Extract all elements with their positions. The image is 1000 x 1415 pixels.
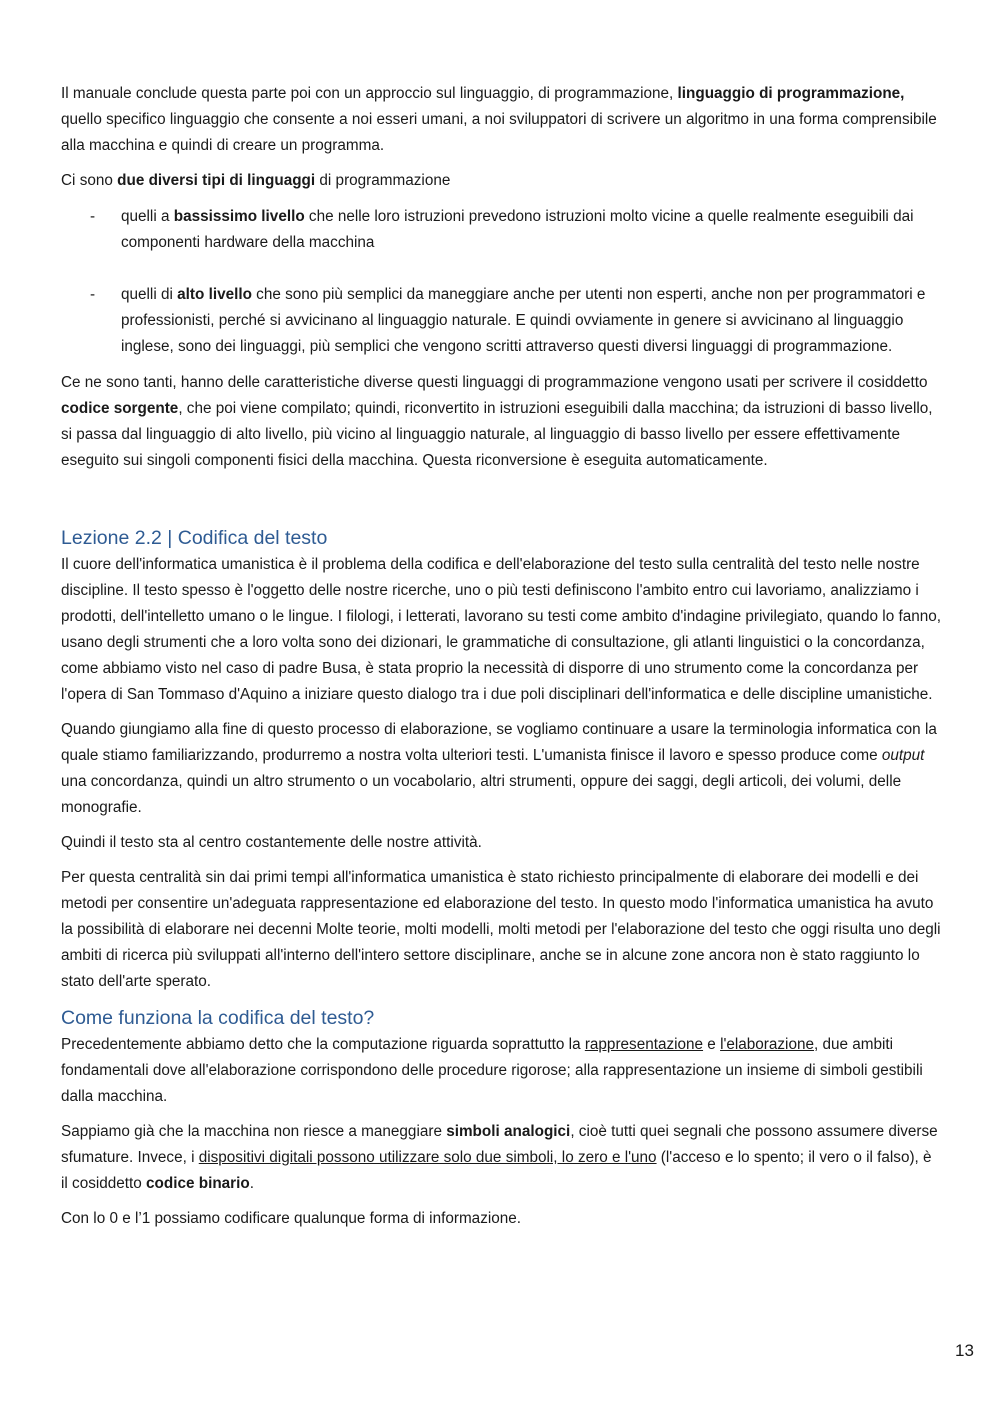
text-span: quelli a: [121, 208, 174, 225]
paragraph-text-center: Quindi il testo sta al centro costantemente delle nostre attività.: [61, 834, 482, 851]
paragraph-binary-code: [61, 1119, 941, 1197]
document-page: [61, 81, 941, 1241]
text-span: Quando giungiamo alla fine di questo processo di elaborazione, se vogliamo continuare a usare la terminologia informatica con la quale stiamo familiarizzando, produrremo a nostra volta ulteriori testi. L'umanista finisce il lavoro e spesso produce come: [61, 721, 937, 764]
paragraph-source-code: [61, 370, 941, 474]
text-span: Il manuale conclude questa parte poi con un approccio sul linguaggio, di programmazione,: [61, 85, 678, 102]
bold-text: codice binario: [146, 1175, 250, 1192]
text-span: che nelle loro istruzioni prevedono istruzioni molto vicine a quelle realmente eseguibili dai componenti hardware della macchina: [121, 208, 914, 251]
paragraph-output: [61, 717, 941, 821]
dash-bullet: -: [90, 208, 96, 225]
paragraph-centrality-text: Il cuore dell'informatica umanistica è il problema della codifica e dell'elaborazione del testo sulla centralità del testo nelle nostre discipline. Il testo spesso è l'oggetto delle nostre ricerche, uno o più testi definiscono l'ambito entro cui lavoriamo, analizziamo i prodotti, dell'intelletto umano o le lingue. I filologi, i letterati, lavorano su testi come ambito d'indagine privilegiato, quando lo fanno, usano degli strumenti che a loro volta sono dei dizionari, le grammatiche di consultazione, gli atlanti linguistici o la concordanza, come abbiamo visto nel caso di padre Busa, è stata proprio la necessità di disporre di uno strumento come la concordanza per l'opera di San Tommaso d'Aquino a iniziare questo dialogo tra i due poli disciplinari dell'informatica e delle discipline umanistiche.: [61, 556, 941, 703]
text-span: Ci sono: [61, 172, 118, 189]
paragraph-models-methods: Per questa centralità sin dai primi tempi all'informatica umanistica è stato richiesto principalmente di elaborare dei modelli e dei metodi per consentire un'adeguata rappresentazione ed elaborazione del testo. In questo modo l'informatica umanistica ha avuto la possibilità di elaborare nei decenni Molte teorie, molti modelli, molti metodi per l'elaborazione del testo che oggi risulta uno degli ambiti di ricerca più sviluppati all'interno dell'intero settore disciplinare, anche se in alcune zone ancora non è stato raggiunto lo stato dell'arte sperato.: [61, 869, 941, 990]
text-span: quelli di: [121, 286, 178, 303]
text-span: di programmazione: [315, 172, 451, 189]
text-span: e: [703, 1036, 721, 1053]
text-span: (l'acceso e lo spento; il vero o il falso), è il cosiddetto: [61, 1149, 932, 1192]
section-heading-codifica: Come funziona la codifica del testo?: [61, 1007, 375, 1029]
text-span: , cioè tutti quei segnali che possono assumere diverse sfumature. Invece, i: [61, 1123, 938, 1166]
paragraph-language-types: [61, 168, 941, 194]
language-types-list: [61, 204, 941, 360]
text-span: Sappiamo già che la macchina non riesce a maneggiare: [61, 1123, 447, 1140]
list-item-high-level: [61, 282, 941, 360]
bold-text: due diversi tipi di linguaggi: [117, 172, 316, 189]
page-number: 13: [955, 1341, 974, 1360]
text-span: che sono più semplici da maneggiare anche per utenti non esperti, anche non per programmatori e professionisti, perché si avvicinano al linguaggio naturale. E quindi ovviamente in genere si avvicinano al linguaggio inglese, sono dei linguaggi, più semplici che vengono scritti attraverso questi diversi linguaggi di programmazione.: [121, 286, 926, 355]
bold-text: simboli analogici: [446, 1123, 571, 1140]
bold-text: codice sorgente: [61, 400, 179, 417]
underlined-text: dispositivi digitali possono utilizzare solo due simboli, lo zero e l'uno: [198, 1149, 657, 1166]
bold-text: linguaggio di programmazione,: [677, 85, 905, 102]
italic-text: output: [881, 747, 925, 764]
text-span: .: [249, 1175, 254, 1192]
list-item-low-level: [61, 204, 941, 256]
text-span: Ce ne sono tanti, hanno delle caratteristiche diverse questi linguaggi di programmazione vengono usati per scrivere il cosiddetto: [61, 374, 928, 391]
paragraph-programming-language: [61, 81, 941, 159]
paragraph-encode-info: Con lo 0 e l’1 possiamo codificare qualunque forma di informazione.: [61, 1210, 522, 1227]
section-heading-lezione: Lezione 2.2 | Codifica del testo: [61, 527, 328, 549]
underlined-text: rappresentazione: [584, 1036, 704, 1053]
text-span: , due ambiti fondamentali dove all'elaborazione corrispondono delle procedure rigorose; alla rappresentazione un insieme di simboli gestibili dalla macchina.: [61, 1036, 923, 1105]
paragraph-computation: [61, 1032, 941, 1110]
dash-bullet: -: [90, 286, 96, 303]
text-span: una concordanza, quindi un altro strumento o un vocabolario, altri strumenti, oppure dei saggi, degli articoli, dei volumi, delle monografie.: [61, 773, 902, 816]
bold-text: bassissimo livello: [173, 208, 305, 225]
bold-text: alto livello: [177, 286, 252, 303]
text-span: , che poi viene compilato; quindi, riconvertito in istruzioni eseguibili dalla macchina; da istruzioni di basso livello, si passa dal linguaggio di alto livello, più vicino al linguaggio naturale, al linguaggio di basso livello per essere effettivamente eseguito sui singoli componenti fisici della macchina. Questa riconversione è eseguita automaticamente.: [61, 400, 933, 469]
text-span: quello specifico linguaggio che consente a noi esseri umani, a noi sviluppatori di scrivere un algoritmo in una forma comprensibile alla macchina e quindi di creare un programma.: [61, 111, 937, 154]
underlined-text: l'elaborazione: [720, 1036, 814, 1053]
text-span: Precedentemente abbiamo detto che la computazione riguarda soprattutto la: [61, 1036, 585, 1053]
